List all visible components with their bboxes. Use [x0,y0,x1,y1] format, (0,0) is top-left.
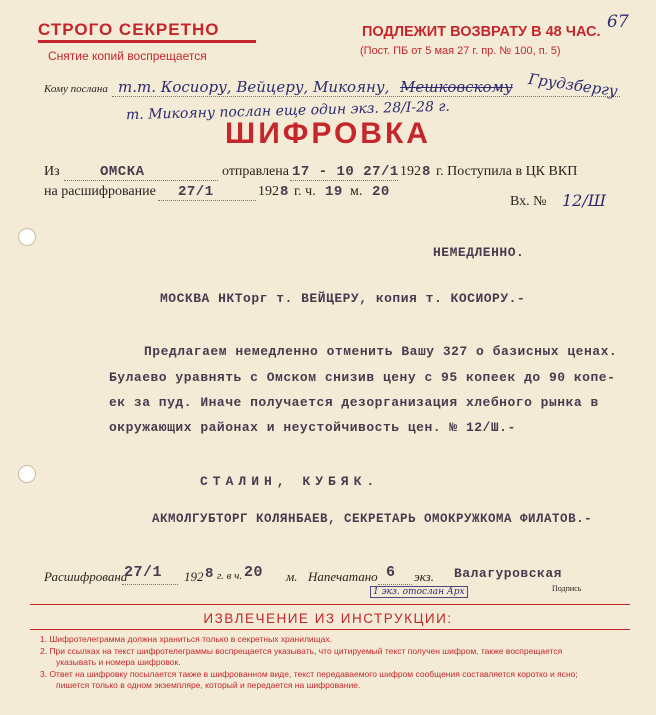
instruction-item: пишется только в одном экземпляре, который и передается на шифрование. [56,680,361,690]
received-label: г. Поступила в ЦК ВКП [436,164,578,179]
body-line: окружающих районах и неустойчивость цен. № 12/Ш.- [109,420,516,435]
address-line: МОСКВА НКТорг т. ВЕЙЦЕРУ, копия т. КОСИОРУ.- [160,291,526,306]
addressees-note: т. Микояну послан еще один экз. 28/I-28 г. [125,98,451,124]
sent-line [290,180,398,181]
decrypted-label: Расшифрована [44,569,128,584]
from-value: ОМСКА [100,164,145,180]
addressees-extra: Грудзбергу [527,69,619,101]
no-copies-note: Снятие копий воспрещается [48,49,207,63]
secret-underline [38,40,256,43]
decrypted-year-digit: 8 [205,566,214,582]
body-line: Предлагаем немедленно отменить Вашу 327 о базисных ценах. [144,344,618,359]
from-label: Из [44,164,60,179]
decrypt-year-prefix: 192 [258,184,279,199]
decrypted-minutes: 20 [244,564,264,581]
decrypted-date: 27/1 [124,564,163,581]
hour-label: г. ч. [294,184,316,199]
instructions-divider [30,604,630,605]
decree-reference: (Пост. ПБ от 5 мая 27 г. пр. № 100, п. 5) [360,45,561,57]
instruction-item: указывать и номера шифровок. [56,657,181,667]
decrypt-hour: 19 [325,184,343,200]
addressees-handwritten: т.т. Косиору, Вейцеру, Микояну, [118,78,390,96]
instructions-divider [30,629,630,630]
copies-label: экз. [414,569,434,584]
secret-stamp: СТРОГО СЕКРЕТНО [38,20,220,39]
decrypt-minutes: 20 [372,184,390,200]
addressees-struck: Мешковскому [400,78,513,96]
body-line: Булаево уравнять с Омском снизив цену с 95 копеек до 90 копе- [109,370,616,385]
signature-label: Подпись [552,584,582,593]
sent-value: 17 - 10 27/1 [292,164,399,180]
decrypt-label: на расшифрование [44,184,156,199]
addressees-line [112,96,620,97]
decrypt-year-digit: 8 [280,184,289,200]
page-number: 67 [607,12,629,32]
decrypt-line [158,200,256,201]
sent-year-digit: 8 [422,164,431,180]
addressees-label: Кому послана [44,83,108,95]
sent-year-prefix: 192 [400,164,421,179]
urgent-mark: НЕМЕДЛЕННО. [433,245,525,260]
min-label: м. [350,184,363,199]
printed-line [378,584,412,585]
signature-akmol: АКМОЛГУБТОРГ КОЛЯНБАЕВ, СЕКРЕТАРЬ ОМОКРУЖКОМА ФИЛАТОВ.- [152,512,593,526]
decrypt-date: 27/1 [178,184,214,200]
typist-name: Валагуровская [454,566,562,581]
return-notice: ПОДЛЕЖИТ ВОЗВРАТУ В 48 ЧАС. [362,24,601,40]
decrypted-line [122,584,178,585]
printed-note: 1 экз. отослан Арх [370,586,468,598]
decrypted-year-prefix: 192 [184,569,204,584]
instruction-item: 2. При ссылках на текст шифротелеграммы воспрещается указывать, что цитируемый текст получен шифром, также воспрещается [40,646,563,656]
instruction-item: 1. Шифротелеграмма должна храниться только в секретных хранилищах. [40,634,332,644]
signature-stalin: СТАЛИН, КУБЯК. [200,474,380,489]
printed-count: 6 [386,564,396,581]
incoming-label: Вх. № [510,194,547,209]
instructions-title: ИЗВЛЕЧЕНИЕ ИЗ ИНСТРУКЦИИ: [203,611,453,626]
punch-hole [18,465,36,483]
instruction-item: 3. Ответ на шифровку посылается также в шифрованном виде, текст передаваемого шифром сообщения составляется коротко и ясно; [40,669,578,679]
decrypted-min-label: м. [286,569,298,584]
sent-label: отправлена [222,164,289,179]
incoming-number: 12/Ш [562,191,607,210]
document-title: ШИФРОВКА [225,117,431,150]
decrypted-hour-label: г. в ч. [217,570,243,582]
body-line: ек за пуд. Иначе получается дезорганизация хлебного рынка в [109,395,599,410]
from-line [64,180,218,181]
punch-hole [18,228,36,246]
printed-label: Напечатано [308,569,378,584]
